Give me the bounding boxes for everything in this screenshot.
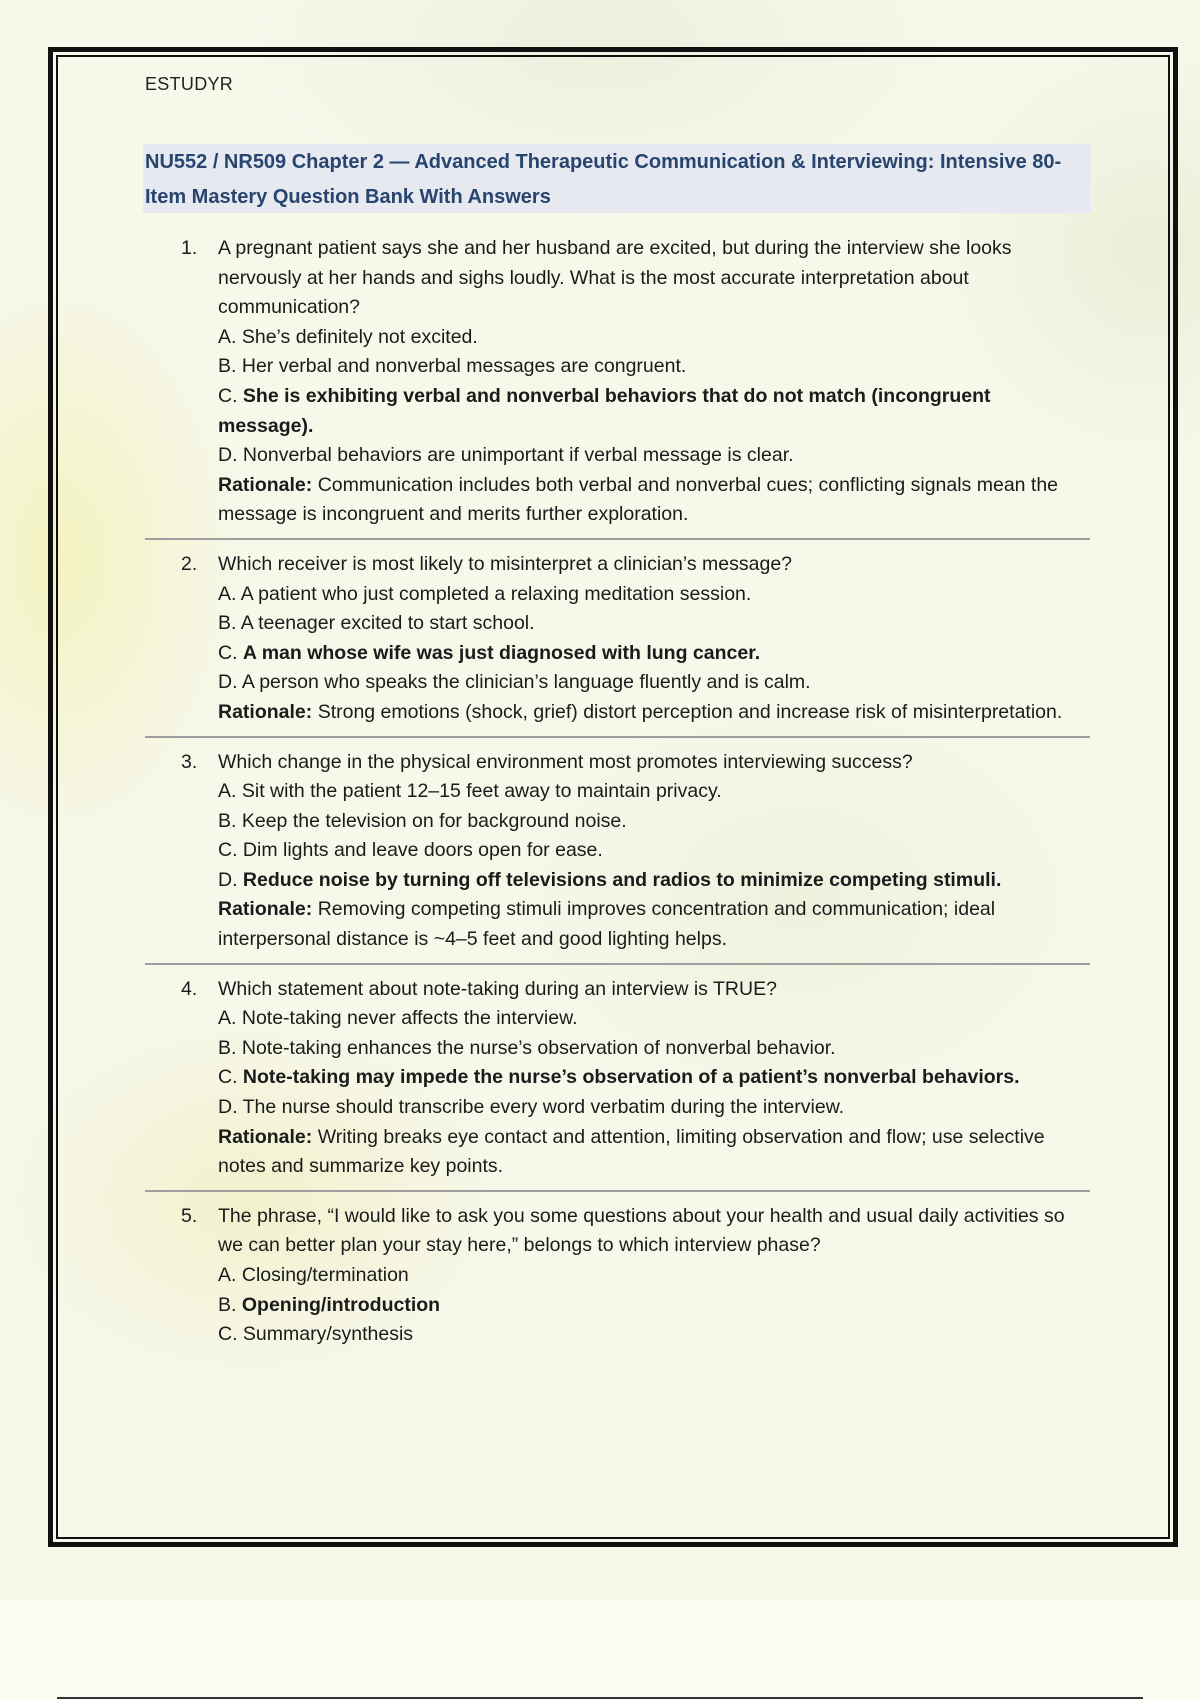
option-letter: C.	[218, 1066, 238, 1089]
rationale-label: Rationale:	[218, 473, 313, 496]
answer-option	[218, 866, 1090, 896]
answer-option	[218, 836, 1090, 866]
answer-option	[218, 668, 1090, 698]
option-letter: B.	[218, 809, 237, 832]
answer-option	[218, 1093, 1090, 1123]
question-stem: Which statement about note-taking during an interview is TRUE?	[218, 977, 777, 1000]
question-item	[145, 963, 1090, 1182]
answer-option	[218, 441, 1090, 471]
question-stem: Which receiver is most likely to misinterpret a clinician’s message?	[218, 552, 793, 575]
answer-option	[218, 639, 1090, 669]
option-text: Keep the television on for background noise.	[241, 809, 627, 832]
rationale-label: Rationale:	[218, 700, 313, 723]
option-text: Closing/termination	[241, 1264, 409, 1286]
answer-option	[218, 352, 1090, 382]
document-title: NU552 / NR509 Chapter 2 — Advanced Therapeutic Communication & Interviewing: Intensive 80-Item Mastery Question Bank With Answers	[145, 151, 1062, 208]
rationale	[218, 698, 1090, 728]
question-item	[145, 538, 1090, 728]
correct-answer-text: She is exhibiting verbal and nonverbal behaviors that do not match (incongruent message).	[218, 384, 991, 437]
question-number: 2.	[181, 552, 198, 575]
option-text: Note-taking enhances the nurse’s observation of nonverbal behavior.	[241, 1036, 836, 1059]
brand-header: ESTUDYR	[145, 74, 234, 94]
answer-option	[218, 1291, 1090, 1321]
option-letter: C.	[218, 1323, 238, 1346]
option-text: A person who speaks the clinician’s language fluently and is calm.	[241, 671, 811, 694]
option-letter: D.	[218, 671, 238, 694]
answer-option	[218, 1034, 1090, 1064]
option-text: Dim lights and leave doors open for ease.	[242, 839, 603, 862]
answer-option	[218, 777, 1090, 807]
correct-answer-text: A man whose wife was just diagnosed with lung cancer.	[242, 641, 761, 664]
answer-option	[218, 580, 1090, 610]
option-letter: A.	[218, 780, 237, 803]
option-text: Sit with the patient 12–15 feet away to maintain privacy.	[241, 780, 722, 803]
option-letter: B.	[218, 355, 237, 378]
correct-answer-text: Note-taking may impede the nurse’s observation of a patient’s nonverbal behaviors.	[242, 1066, 1020, 1089]
rationale	[218, 471, 1090, 530]
option-letter: C.	[218, 384, 238, 407]
footer-rule	[57, 1697, 1143, 1699]
rationale-text: Strong emotions (shock, grief) distort perception and increase risk of misinterpretation.	[317, 700, 1063, 723]
rationale	[218, 1123, 1090, 1182]
question-number: 3.	[181, 750, 198, 773]
option-text: Summary/synthesis	[242, 1323, 414, 1346]
option-text: She’s definitely not excited.	[241, 325, 478, 348]
answer-option	[218, 807, 1090, 837]
answer-option	[218, 323, 1090, 353]
rationale-text: Writing breaks eye contact and attention, limiting observation and flow; use selective notes and summarize key points.	[218, 1125, 1045, 1178]
answer-option	[218, 1261, 1090, 1291]
answer-option	[218, 382, 1090, 441]
answer-option	[218, 609, 1090, 639]
correct-answer-text: Reduce noise by turning off televisions and radios to minimize competing stimuli.	[242, 868, 1002, 891]
option-text: A teenager excited to start school.	[240, 612, 535, 635]
option-letter: A.	[218, 1264, 237, 1286]
option-text: Note-taking never affects the interview.	[241, 1007, 578, 1030]
option-letter: D.	[218, 444, 238, 467]
option-letter: A.	[218, 1007, 237, 1030]
option-letter: C.	[218, 839, 238, 862]
question-stem: A pregnant patient says she and her husband are excited, but during the interview she looks nervously at her hands and sighs loudly. What is the most accurate interpretation about communication?	[218, 237, 1012, 319]
option-letter: C.	[218, 641, 238, 664]
option-letter: B.	[218, 1036, 237, 1059]
question-item	[145, 234, 1090, 530]
option-text: The nurse should transcribe every word verbatim during the interview.	[242, 1096, 845, 1119]
answer-option	[218, 1320, 1090, 1350]
question-item	[145, 1190, 1090, 1350]
answer-option	[218, 1063, 1090, 1093]
question-stem: Which change in the physical environment most promotes interviewing success?	[218, 750, 913, 773]
question-item	[145, 736, 1090, 955]
question-number: 4.	[181, 977, 198, 1000]
question-number: 5.	[181, 1204, 198, 1227]
option-letter: A.	[218, 325, 237, 348]
option-letter: D.	[218, 868, 238, 891]
option-text: A patient who just completed a relaxing meditation session.	[240, 582, 752, 605]
option-letter: B.	[218, 612, 237, 635]
option-letter: B.	[218, 1293, 237, 1316]
option-letter: D.	[218, 1096, 238, 1119]
option-letter: A.	[218, 582, 237, 605]
rationale-text: Removing competing stimuli improves concentration and communication; ideal interpersonal distance is ~4–5 feet and good lighting helps.	[218, 898, 996, 951]
rationale-text: Communication includes both verbal and nonverbal cues; conflicting signals mean the message is incongruent and merits further exploration.	[218, 473, 1059, 526]
question-number: 1.	[181, 237, 198, 259]
rationale-label: Rationale:	[218, 1125, 313, 1148]
question-list	[145, 234, 1090, 1350]
option-text: Her verbal and nonverbal messages are congruent.	[241, 355, 687, 378]
correct-answer-text: Opening/introduction	[241, 1293, 441, 1316]
question-stem: The phrase, “I would like to ask you some questions about your health and usual daily activities so we can better plan your stay here,” belongs to which interview phase?	[218, 1204, 1065, 1257]
option-text: Nonverbal behaviors are unimportant if verbal message is clear.	[242, 444, 794, 467]
rationale	[218, 895, 1090, 954]
rationale-label: Rationale:	[218, 898, 313, 921]
answer-option	[218, 1004, 1090, 1034]
